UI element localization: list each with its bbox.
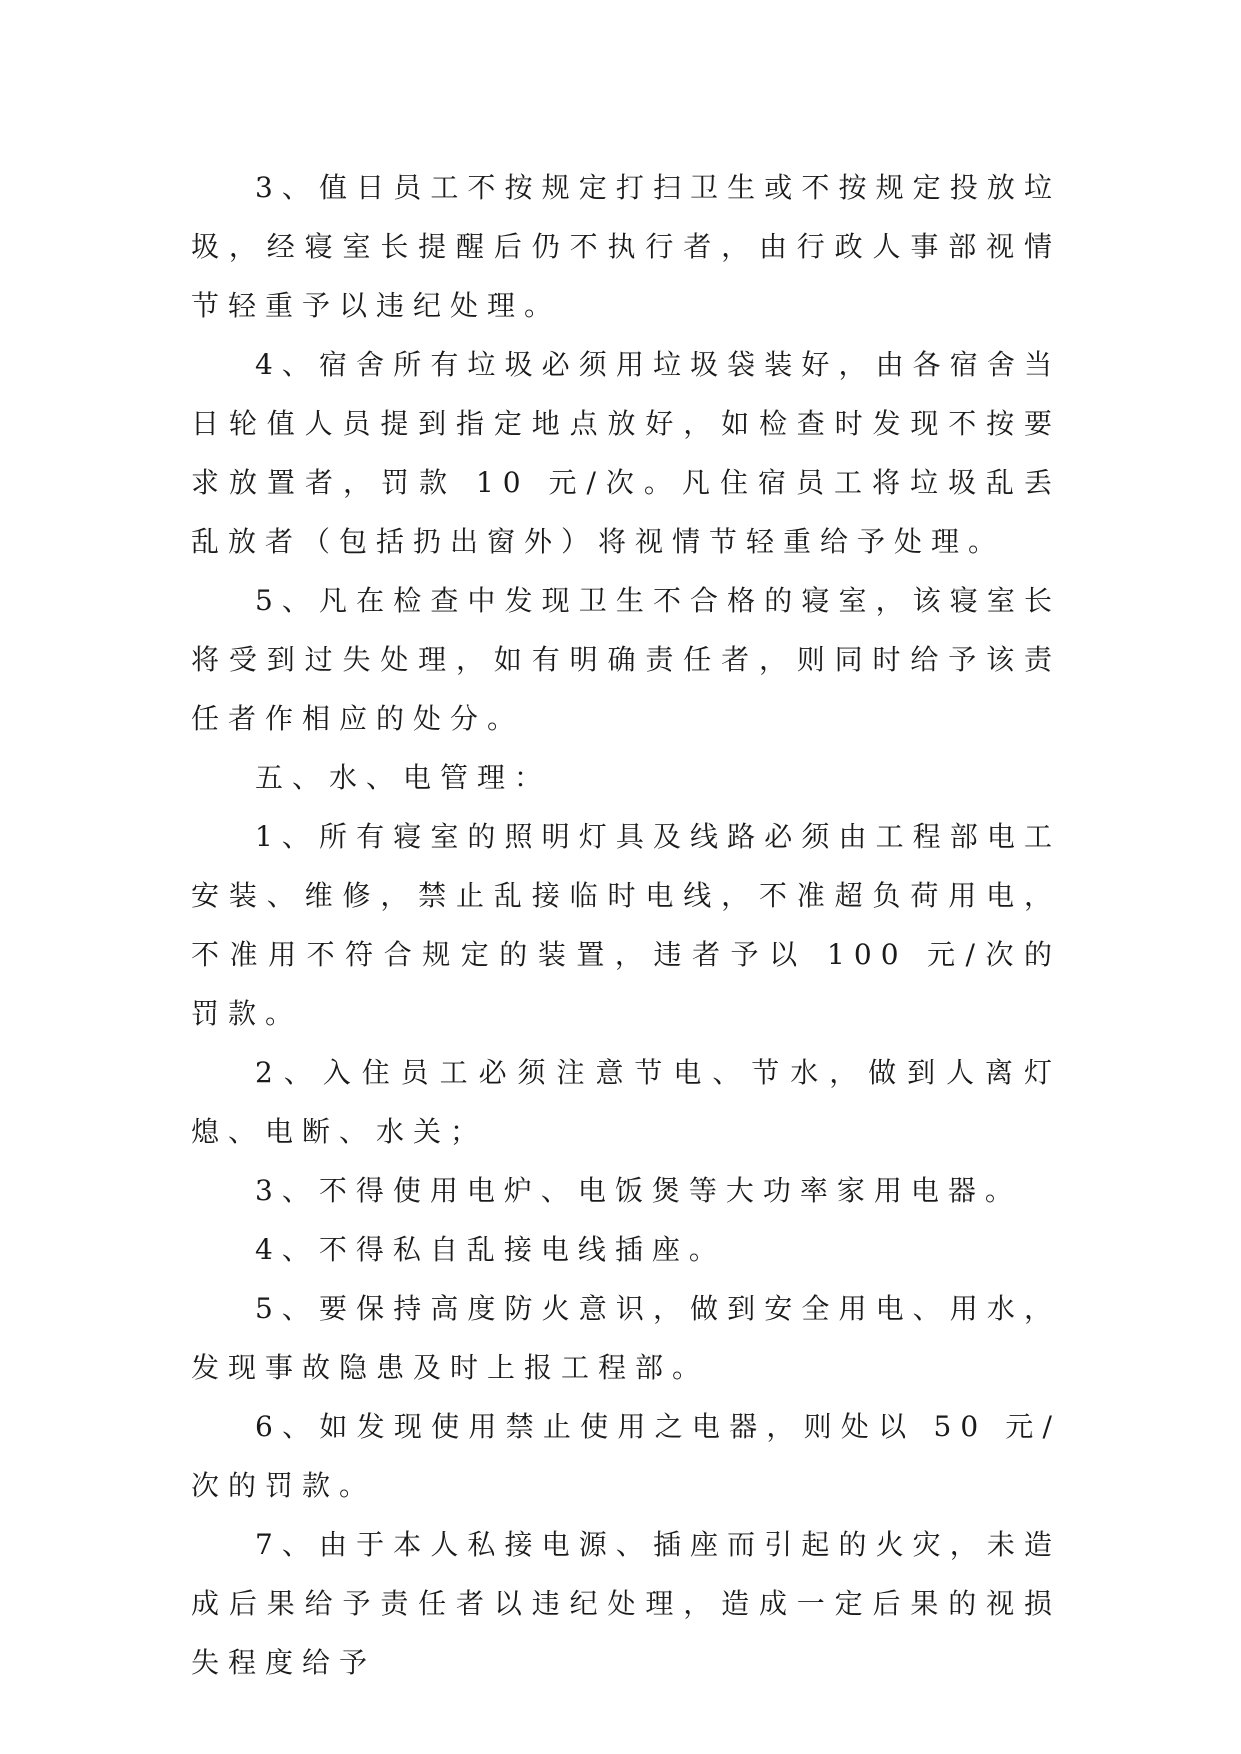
- paragraph-sanitation-rule-3: 3、值日员工不按规定打扫卫生或不按规定投放垃圾，经寝室长提醒后仍不执行者，由行政人事部视情节轻重予以违纪处理。: [191, 171, 1061, 322]
- paragraph-utility-rule-1: 1、所有寝室的照明灯具及线路必须由工程部电工安装、维修，禁止乱接临时电线，不准超负荷用电，不准用不符合规定的装置，违者予以 100 元/次的罚款。: [191, 820, 1061, 1030]
- document-body: [191, 158, 1061, 1692]
- paragraph-utility-rule-2: 2、入住员工必须注意节电、节水，做到人离灯熄、电断、水关；: [191, 1056, 1061, 1148]
- section-heading-water-electricity: 五、水、电管理：: [255, 761, 552, 794]
- paragraph-utility-rule-7: 7、由于本人私接电源、插座而引起的火灾，未造成后果给予责任者以违纪处理，造成一定后果的视损失程度给予: [191, 1528, 1061, 1679]
- paragraph-sanitation-rule-5: 5、凡在检查中发现卫生不合格的寝室，该寝室长将受到过失处理，如有明确责任者，则同时给予该责任者作相应的处分。: [191, 584, 1061, 735]
- paragraph-utility-rule-6: 6、如发现使用禁止使用之电器，则处以 50 元/次的罚款。: [191, 1410, 1061, 1502]
- paragraph-sanitation-rule-4: 4、宿舍所有垃圾必须用垃圾袋装好，由各宿舍当日轮值人员提到指定地点放好，如检查时发现不按要求放置者，罚款 10 元/次。凡住宿员工将垃圾乱丢乱放者（包括扔出窗外）将视情节轻重给予处理。: [191, 348, 1061, 558]
- paragraph-utility-rule-4: 4、不得私自乱接电线插座。: [255, 1233, 726, 1266]
- paragraph-utility-rule-3: 3、不得使用电炉、电饭煲等大功率家用电器。: [255, 1174, 1022, 1207]
- paragraph-utility-rule-5: 5、要保持高度防火意识，做到安全用电、用水，发现事故隐患及时上报工程部。: [191, 1292, 1061, 1384]
